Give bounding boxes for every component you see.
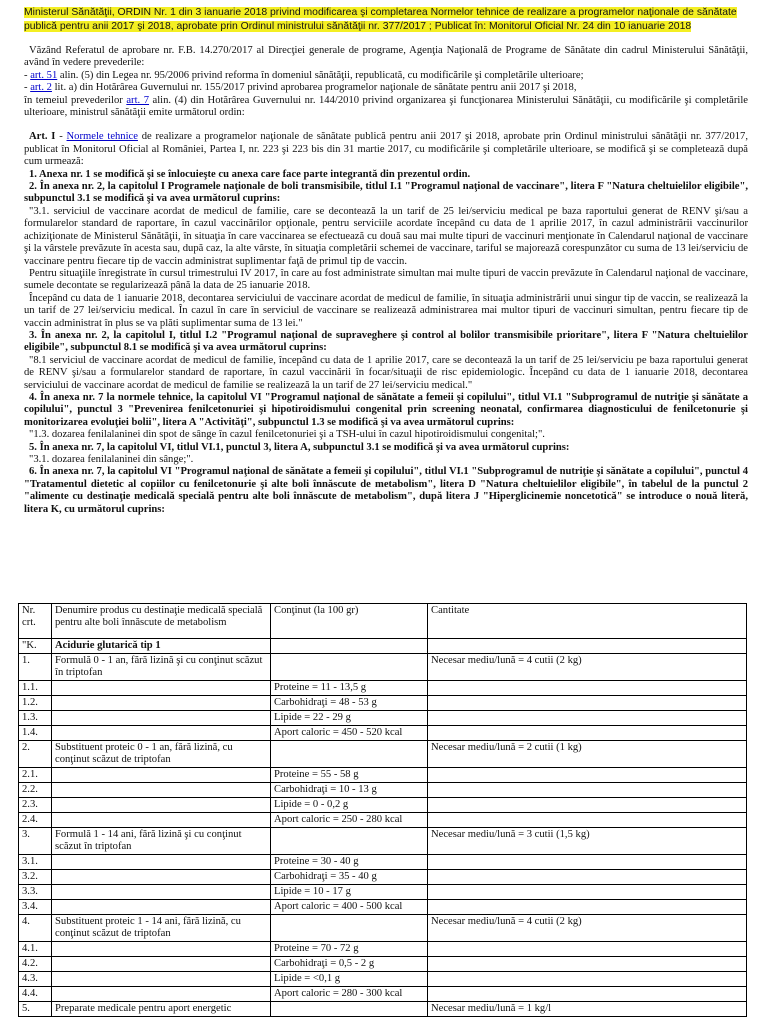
cell-nr: 4.1.: [19, 942, 52, 957]
cell-nr: 2.4.: [19, 813, 52, 828]
section-k-title: Acidurie glutarică tip 1: [52, 639, 271, 654]
cell-nr: 5.: [19, 1002, 52, 1017]
cell-content: [271, 915, 428, 942]
cell-name: [52, 957, 271, 972]
section-k-number: "K.: [19, 639, 52, 654]
cell-nr: 4.4.: [19, 987, 52, 1002]
cell-qty: [428, 957, 747, 972]
cell-name: [52, 681, 271, 696]
cell-content: Aport caloric = 400 - 500 kcal: [271, 900, 428, 915]
cell-qty: [428, 696, 747, 711]
header-product: Denumire produs cu destinaţie medicală specială pentru alte boli înnăscute de metabolism: [52, 604, 271, 639]
intro-line-1: - art. 51 alin. (5) din Legea nr. 95/2006 privind reforma în domeniul sănătăţii, republicată, cu modificările şi completările ulterioare;: [24, 69, 584, 81]
point-4-quote: "1.3. dozarea fenilalaninei din spot de sânge în cazul fenilcetonuriei şi a TSH-ului în cazul hipotiroidismului congenital;".: [29, 429, 545, 441]
cell-name: [52, 942, 271, 957]
header-content: Conţinut (la 100 gr): [271, 604, 428, 639]
table-row: [19, 1002, 747, 1017]
cell-qty: Necesar mediu/lună = 1 kg/l: [428, 1002, 747, 1017]
table-row: [19, 696, 747, 711]
cell-qty: Necesar mediu/lună = 2 cutii (1 kg): [428, 741, 747, 768]
point-2-quote-3: Începând cu data de 1 ianuarie 2018, decontarea serviciului de vaccinare acordat de medicul de familie, în situaţia administrării unui singur tip de vaccin, se realizează la un tarif de 27 lei/serviciu medical. În cazul în care în serviciul de vaccinare se realizează administrarea mai multor tipuri de vaccinuri simultan, pentru fiecare tip de vaccin administrat în plus se va plăti suplimentar suma de 13 lei.": [24, 292, 748, 329]
cell-nr: 2.1.: [19, 768, 52, 783]
cell-nr: 4.: [19, 915, 52, 942]
table-row: [19, 870, 747, 885]
link-art-2[interactable]: art. 2: [30, 82, 52, 94]
cell-qty: [428, 783, 747, 798]
cell-name: Formulă 1 - 14 ani, fără lizină şi cu conţinut scăzut în triptofan: [52, 828, 271, 855]
cell-qty: [428, 711, 747, 726]
point-6: 6. În anexa nr. 7, la capitolul VI "Programul naţional de sănătate a femeii şi copilului", titlul VI.1 "Subprogramul de nutriţie şi sănătate a copilului", punctul 4 "Tratamentul dietetic al copiilor cu fenilcetonurie şi alte boli înnăscute de metabolism", litera D "Natura cheltuielilor eligibile", în tabelul de la punctul 2 "alimente cu destinaţie medicală specială pentru alte boli înnăscute de metabolism", după litera J "Hiperglicinemie noncetotică" se introduce o nouă literă, litera K, cu următorul cuprins:: [24, 466, 748, 515]
cell-nr: 3.1.: [19, 855, 52, 870]
cell-nr: 3.3.: [19, 885, 52, 900]
cell-qty: [428, 681, 747, 696]
cell-content: Carbohidraţi = 48 - 53 g: [271, 696, 428, 711]
point-1: 1. Anexa nr. 1 se modifică şi se înlocuieşte cu anexa care face parte integrantă din prezentul ordin.: [29, 168, 471, 180]
cell-name: [52, 900, 271, 915]
table-row: [19, 915, 747, 942]
cell-content: Aport caloric = 250 - 280 kcal: [271, 813, 428, 828]
cell-content: Aport caloric = 280 - 300 kcal: [271, 987, 428, 1002]
table-row: [19, 798, 747, 813]
cell-qty: [428, 855, 747, 870]
table-row: [19, 768, 747, 783]
cell-name: Substituent proteic 0 - 1 an, fără lizină, cu conţinut scăzut de triptofan: [52, 741, 271, 768]
cell-content: Lipide = 0 - 0,2 g: [271, 798, 428, 813]
header-quantity: Cantitate: [428, 604, 747, 639]
link-normele-tehnice[interactable]: Normele tehnice: [66, 131, 138, 143]
cell-name: [52, 870, 271, 885]
section-k-quantity: [428, 639, 747, 654]
cell-qty: [428, 870, 747, 885]
intro-line-2: - art. 2 lit. a) din Hotărârea Guvernului nr. 155/2017 privind aprobarea programelor naţionale de sănătate pentru anii 2017 şi 2018,: [24, 82, 577, 94]
article-1: Art. I - Normele tehnice de realizare a programelor naţionale de sănătate publică pentru anii 2017 şi 2018, aprobate prin Ordinul ministrului sănătăţii nr. 377/2017, publicat în Monitorul Oficial al României, Partea I, nr. 223 şi 223 bis din 31 martie 2017, cu modificările şi completările ulterioare, se modifică şi se completează după cum urmează:: [24, 131, 749, 168]
section-k-content: [271, 639, 428, 654]
document-body: [24, 45, 748, 516]
cell-qty: [428, 798, 747, 813]
table-row: [19, 741, 747, 768]
table-row: [19, 813, 747, 828]
intro-paragraph: Văzând Referatul de aprobare nr. F.B. 14.270/2017 al Direcţiei generale de programe, Agenţia Naţională de Programe de Sănătate din cadrul Ministerului Sănătăţii, având în vedere prevederile:: [24, 45, 748, 69]
table-row: [19, 972, 747, 987]
cell-content: Lipide = 22 - 29 g: [271, 711, 428, 726]
cell-name: [52, 798, 271, 813]
header-nr: Nr. crt.: [19, 604, 52, 639]
point-5-quote: "3.1. dozarea fenilalaninei din sânge;".: [29, 454, 194, 465]
cell-content: [271, 828, 428, 855]
table-row: [19, 885, 747, 900]
cell-nr: 2.3.: [19, 798, 52, 813]
intro-line-3: în temeiul prevederilor art. 7 alin. (4) din Hotărârea Guvernului nr. 144/2010 privind organizarea şi funcţionarea Ministerului Sănătăţii, cu modificările şi completările ulterioare, ministrul sănătăţii emite următorul ordin:: [24, 94, 748, 119]
table-row: [19, 654, 747, 681]
cell-name: Substituent proteic 1 - 14 ani, fără lizină, cu conţinut scăzut de triptofan: [52, 915, 271, 942]
cell-name: [52, 813, 271, 828]
cell-nr: 3.4.: [19, 900, 52, 915]
cell-qty: [428, 900, 747, 915]
cell-qty: [428, 972, 747, 987]
cell-nr: 3.: [19, 828, 52, 855]
point-3-quote: "8.1 serviciul de vaccinare acordat de medicul de familie, începând cu data de 1 aprilie 2017, care se decontează la un tarif de 25 lei/serviciu pe baza raportului generat de RENV şi/sau a formularelor standard de raportare, în cazul vaccinării în focar/situaţii de risc epidemiologic. Începând cu data de 1 ianuarie 2018, decontarea serviciului de vaccinare acordat de medicul de familie se realizează la un tarif de 27 lei/serviciu medical.": [24, 354, 748, 391]
cell-name: [52, 783, 271, 798]
cell-nr: 1.4.: [19, 726, 52, 741]
table-row: [19, 681, 747, 696]
table-row: [19, 942, 747, 957]
product-table: [18, 603, 747, 1017]
cell-qty: [428, 813, 747, 828]
cell-content: Aport caloric = 450 - 520 kcal: [271, 726, 428, 741]
cell-qty: Necesar mediu/lună = 4 cutii (2 kg): [428, 915, 747, 942]
cell-qty: [428, 768, 747, 783]
cell-content: Proteine = 30 - 40 g: [271, 855, 428, 870]
cell-content: Carbohidraţi = 0,5 - 2 g: [271, 957, 428, 972]
table-row: [19, 900, 747, 915]
section-k-row: [19, 639, 747, 654]
cell-name: [52, 972, 271, 987]
cell-qty: [428, 885, 747, 900]
point-5: 5. În anexa nr. 7, la capitolul VI, titlul VI.1, punctul 3, litera A, subpunctul 3.1 se modifică şi va avea următorul cuprins:: [29, 441, 570, 453]
cell-qty: Necesar mediu/lună = 3 cutii (1,5 kg): [428, 828, 747, 855]
cell-nr: 1.: [19, 654, 52, 681]
table-row: [19, 783, 747, 798]
cell-content: Proteine = 70 - 72 g: [271, 942, 428, 957]
cell-qty: [428, 942, 747, 957]
table-row: [19, 828, 747, 855]
cell-content: Carbohidraţi = 35 - 40 g: [271, 870, 428, 885]
link-art-51[interactable]: art. 51: [30, 69, 58, 81]
cell-content: [271, 1002, 428, 1017]
cell-qty: [428, 987, 747, 1002]
cell-name: [52, 855, 271, 870]
point-3: 3. În anexa nr. 2, la capitolul I, titlul I.2 "Programul naţional de supraveghere şi control al bolilor transmisibile prioritare", litera F "Natura cheltuielilor eligibile", subpunctul 8.1 se modifică şi va avea următorul cuprins:: [24, 329, 748, 354]
cell-name: [52, 726, 271, 741]
cell-name: [52, 987, 271, 1002]
cell-content: Carbohidraţi = 10 - 13 g: [271, 783, 428, 798]
point-2-quote-2: Pentru situaţiile înregistrate în cursul trimestrului IV 2017, în care au fost administrate simultan mai multe tipuri de vaccin prevăzute în Calendarul naţional de vaccinare, sumele decontate se regularizează până la data de 25 ianuarie 2018.: [24, 267, 748, 292]
table-row: [19, 855, 747, 870]
table-row: [19, 711, 747, 726]
cell-qty: Necesar mediu/lună = 4 cutii (2 kg): [428, 654, 747, 681]
cell-nr: 1.2.: [19, 696, 52, 711]
cell-nr: 3.2.: [19, 870, 52, 885]
header-title: Ministerul Sănătăţii, ORDIN Nr. 1 din 3 ianuarie 2018 privind modificarea şi completarea Normelor tehnice de realizare a programelor naţionale de sănătate publică pentru anii 2017 şi 2018, aprobate prin Ordinul ministrului sănătăţii nr. 377/2017 ; Publicat în: Monitorul Oficial Nr. 24 din 10 ianuarie 2018: [24, 7, 737, 32]
cell-name: [52, 768, 271, 783]
cell-content: Proteine = 55 - 58 g: [271, 768, 428, 783]
link-art-7[interactable]: art. 7: [126, 94, 150, 106]
cell-nr: 4.3.: [19, 972, 52, 987]
cell-content: [271, 654, 428, 681]
point-2-quote-1: "3.1. serviciul de vaccinare acordat de medicul de familie, care se decontează la un tarif de 25 lei/serviciu medical pe baza raportului generat de RENV şi/sau a formularelor standard de raportare, în cazul vaccinărilor opţionale, pentru serviciile acordate începând cu data de 1 aprilie 2017, în cazul administrării vaccinurilor achiziţionate de Ministerul Sănătăţii, în situaţia în care vaccinarea se efectuează cu două sau mai multe tipuri de vaccinuri menţionate în Calendarul naţional de vaccinare şi la vârstele prevăzute în acesta sau, după caz, la alte vârste, în situaţia completării schemei de vaccinare, tariful se majorează corespunzător cu suma de 13 lei/serviciu de vaccinare pentru fiecare tip de vaccin administrat suplimentar faţă de primul tip de vaccin.: [24, 205, 748, 267]
cell-name: [52, 696, 271, 711]
table-row: [19, 987, 747, 1002]
cell-name: Preparate medicale pentru aport energetic: [52, 1002, 271, 1017]
cell-content: [271, 741, 428, 768]
point-2: 2. În anexa nr. 2, la capitolul I Programele naţionale de boli transmisibile, titlul I.1 "Programul naţional de vaccinare", litera F "Natura cheltuielilor eligibile", subpunctul 3.1 se modifică şi va avea următorul cuprins:: [24, 181, 748, 205]
cell-nr: 2.2.: [19, 783, 52, 798]
cell-name: [52, 885, 271, 900]
article-label: Art. I: [29, 131, 56, 143]
cell-content: Proteine = 11 - 13,5 g: [271, 681, 428, 696]
cell-nr: 1.3.: [19, 711, 52, 726]
table-row: [19, 957, 747, 972]
cell-nr: 1.1.: [19, 681, 52, 696]
table-row: [19, 726, 747, 741]
cell-qty: [428, 726, 747, 741]
cell-nr: 4.2.: [19, 957, 52, 972]
cell-content: Lipide = 10 - 17 g: [271, 885, 428, 900]
cell-name: Formulă 0 - 1 an, fără lizină şi cu conţinut scăzut în triptofan: [52, 654, 271, 681]
cell-nr: 2.: [19, 741, 52, 768]
point-4: 4. În anexa nr. 7 la normele tehnice, la capitolul VI "Programul naţional de sănătate a femeii şi copilului", titlul VI.1 "Subprogramul de nutriţie şi sănătate a copilului", punctul 3 "Prevenirea fenilcetonuriei şi hipotiroidismului congenital prin screening neonatal, confirmarea diagnosticului de fenilcetonurie şi monitorizarea evoluţiei bolii", litera A "Activităţi", subpunctul 1.3 se modifică şi va avea următorul cuprins:: [24, 391, 748, 428]
cell-content: Lipide = <0,1 g: [271, 972, 428, 987]
table-header-row: [19, 604, 747, 639]
cell-name: [52, 711, 271, 726]
document-header: [24, 6, 744, 34]
